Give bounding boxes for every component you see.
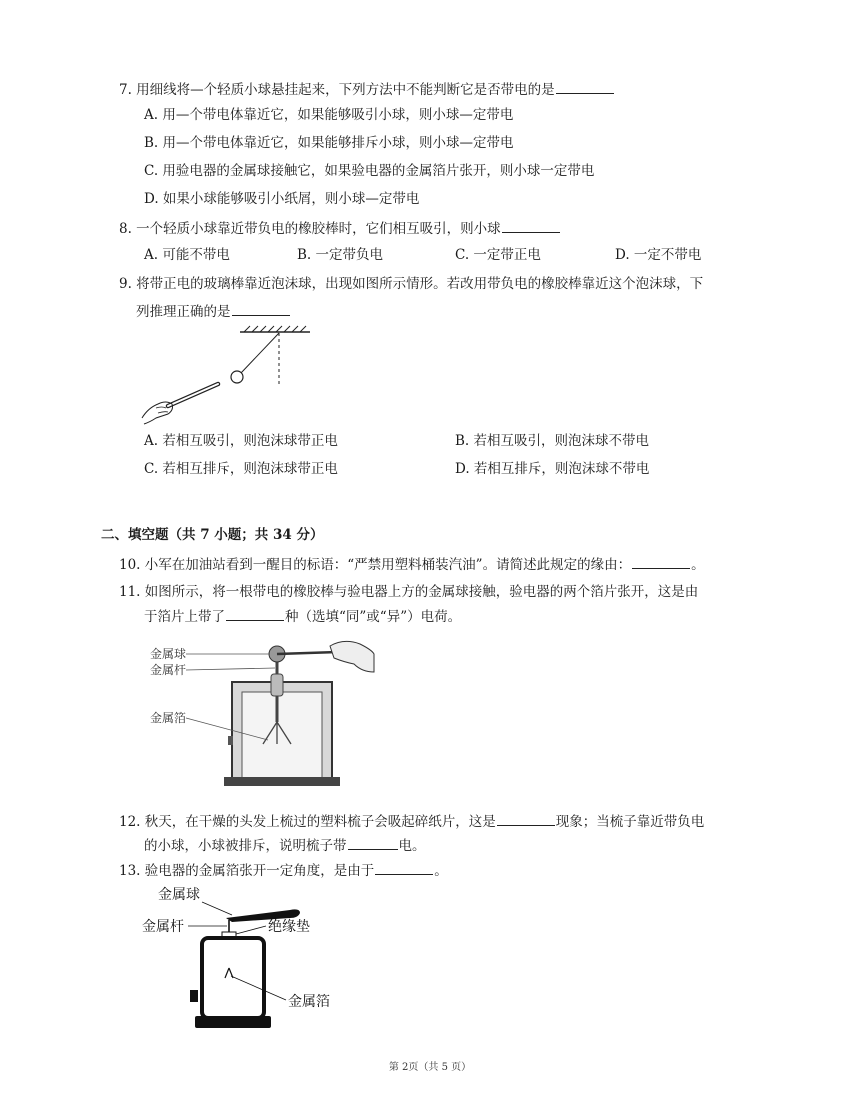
label-insulating-pad: 绝缘垫 <box>268 919 310 935</box>
foam-ball <box>231 371 243 383</box>
q8-option-d[interactable]: D. 一定不带电 <box>615 247 702 263</box>
q11-stem-line1: 11. 如图所示，将一根带电的橡胶棒与验电器上方的金属球接触，验电器的两个箔片张开，这是由 <box>119 584 699 600</box>
leader-ball <box>202 902 232 915</box>
q8-stem: 8. 一个轻质小球靠近带负电的橡胶棒时，它们相互吸引，则小球 <box>119 219 561 238</box>
q9-stem-line2: 列推理正确的是 <box>136 302 291 321</box>
q10-answer-blank[interactable] <box>632 555 690 569</box>
q13-stem: 13. 验电器的金属箔张开一定角度，是由于 。 <box>119 863 448 879</box>
label-metal-rod: 金属杆 <box>150 663 187 677</box>
q11-figure-electroscope <box>148 632 378 787</box>
rubber-rod <box>277 652 338 654</box>
page-footer: 第 2页（共 5 页） <box>388 1062 472 1073</box>
section-title: 二、填空题（共 7 小题；共 34 分） <box>101 527 324 543</box>
q9-option-b[interactable]: B. 若相互吸引，则泡沫球不带电 <box>455 433 650 449</box>
q8-option-a[interactable]: A. 可能不带电 <box>144 247 230 263</box>
electroscope-base <box>195 1016 271 1028</box>
label-metal-foil: 金属箔 <box>288 994 330 1010</box>
q9-option-d[interactable]: D. 若相互排斥，则泡沫球不带电 <box>455 461 650 477</box>
q12-stem-line1: 12. 秋天，在干燥的头发上梳过的塑料梳子会吸起碎纸片，这是 现象；当梳子靠近带负电 <box>119 814 705 830</box>
q7-stem: 7. 用细线将—个轻质小球悬挂起来，下列方法中不能判断它是否带电的是 <box>119 80 615 99</box>
q10-stem: 10. 小军在加油站看到一醒目的标语：“严禁用塑料桶装汽油”。请简述此规定的缘由： 。 <box>119 557 705 573</box>
suspension-thread <box>241 333 279 373</box>
q7-option-b[interactable]: B. 用—个带电体靠近它，如果能够排斥小球，则小球—定带电 <box>144 135 514 151</box>
q11-answer-blank[interactable] <box>226 607 284 621</box>
label-metal-ball: 金属球 <box>158 887 200 903</box>
insulating-plug <box>271 674 283 696</box>
q8-answer-blank[interactable] <box>502 219 560 233</box>
label-metal-foil: 金属箔 <box>150 711 187 725</box>
q9-stem-line1: 9. 将带正电的玻璃棒靠近泡沫球，出现如图所示情形。若改用带负电的橡胶棒靠近这个泡沫球，下 <box>119 276 704 292</box>
q13-figure-electroscope <box>140 880 380 1032</box>
q7-option-a[interactable]: A. 用—个带电体靠近它，如果能够吸引小球，则小球—定带电 <box>144 107 514 123</box>
q7-option-c[interactable]: C. 用验电器的金属球接触它，如果验电器的金属箔片张开，则小球一定带电 <box>144 163 595 179</box>
q11-stem-line2: 于箔片上带了 种（选填“同”或“异”）电荷。 <box>144 609 462 625</box>
label-metal-rod: 金属杆 <box>142 919 184 935</box>
hand-icon <box>330 641 374 672</box>
side-knob <box>228 736 233 745</box>
leader-rod <box>186 668 275 670</box>
q12-answer-blank-2[interactable] <box>348 836 398 850</box>
q7-option-d[interactable]: D. 如果小球能够吸引小纸屑，则小球—定带电 <box>144 191 420 207</box>
leader-pad <box>236 926 266 934</box>
q13-answer-blank[interactable] <box>375 861 433 875</box>
side-knob <box>190 990 198 1002</box>
q9-answer-blank[interactable] <box>232 302 290 316</box>
electroscope-base <box>224 777 340 786</box>
q9-option-c[interactable]: C. 若相互排斥，则泡沫球带正电 <box>144 461 338 477</box>
q8-option-b[interactable]: B. 一定带负电 <box>297 247 384 263</box>
q12-answer-blank-1[interactable] <box>497 812 555 826</box>
glass-window <box>242 692 322 778</box>
q9-figure-foam-ball <box>138 318 318 428</box>
q7-answer-blank[interactable] <box>556 80 614 94</box>
q8-option-c[interactable]: C. 一定带正电 <box>455 247 541 263</box>
label-metal-ball: 金属球 <box>150 647 187 661</box>
ceiling-hatch <box>244 326 306 332</box>
q9-option-a[interactable]: A. 若相互吸引，则泡沫球带正电 <box>144 433 338 449</box>
q12-stem-line2: 的小球，小球被排斥，说明梳子带 电。 <box>144 838 426 854</box>
